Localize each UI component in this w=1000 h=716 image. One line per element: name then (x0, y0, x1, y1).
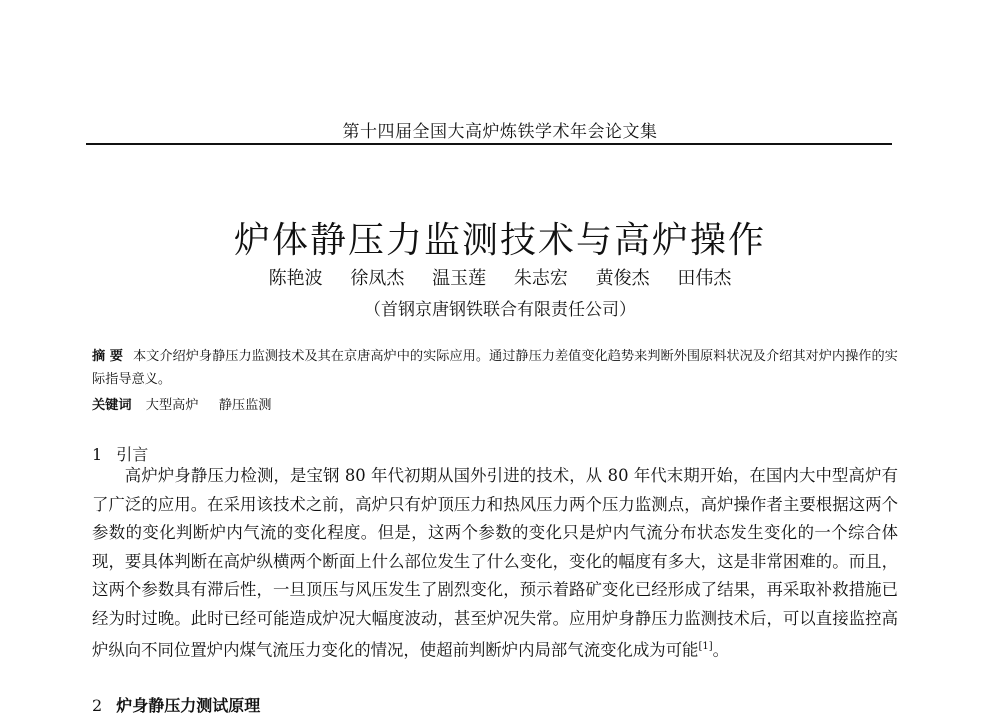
citation-ref: [1] (698, 641, 713, 652)
author-name: 陈艳波 (268, 268, 323, 289)
author-name: 朱志宏 (513, 268, 568, 289)
author-name: 徐凤杰 (350, 268, 405, 289)
section-paragraph (92, 462, 898, 665)
keyword: 静压监测 (218, 398, 272, 413)
section-title: 引言 (116, 445, 149, 464)
author-list (0, 264, 1000, 290)
paper-title: 炉体静压力监测技术与高炉操作 (233, 220, 766, 262)
keywords (92, 394, 898, 413)
running-header: 第十四届全国大高炉炼铁学术年会论文集 (342, 122, 658, 142)
section-number: 1 (92, 445, 103, 464)
paragraph-text: 高炉炉身静压力检测，是宝钢 80 年代初期从国外引进的技术，从 80 年代末期开始，在国内大中型高炉有了广泛的应用。在采用该技术之前，高炉只有炉顶压力和热风压力两个压力监测点，高炉操作者主要根据这两个参数的变化判断炉内气流的变化程度。但是，这两个参数的变化只是炉内气流分布状态发生变化的一个综合体现，要具体判断在高炉纵横两个断面上什么部位发生了什么变化，变化的幅度有多大，这是非常困难的。而且，这两个参数具有滞后性，一旦顶压与风压发生了剧烈变化，预示着路矿变化已经形成了结果，再采取补救措施已经为时过晚。此时已经可能造成炉况大幅度波动，甚至炉况失常。应用炉身静压力监测技术后，可以直接监控高炉纵向不同位置炉内煤气流压力变化的情况，使超前判断炉内局部气流变化成为可能 (92, 466, 898, 660)
paragraph-end: 。 (712, 640, 730, 660)
affiliation: （首钢京唐钢铁联合有限责任公司） (364, 300, 636, 320)
abstract (92, 345, 898, 391)
author-name: 黄俊杰 (595, 268, 650, 289)
keywords-label: 关键词 (92, 398, 132, 413)
abstract-text: 本文介绍炉身静压力监测技术及其在京唐高炉中的实际应用。通过静压力差值变化趋势来判断外围原料状况及介绍其对炉内操作的实际指导意义。 (92, 349, 898, 387)
section-title: 炉身静压力测试原理 (116, 696, 261, 715)
author-name: 田伟杰 (677, 268, 732, 289)
author-name: 温玉莲 (432, 268, 487, 289)
section-number: 2 (92, 696, 103, 715)
abstract-label: 摘 要 (92, 349, 123, 364)
keyword: 大型高炉 (145, 398, 199, 413)
header-rule (86, 143, 892, 145)
section-heading (92, 693, 260, 716)
